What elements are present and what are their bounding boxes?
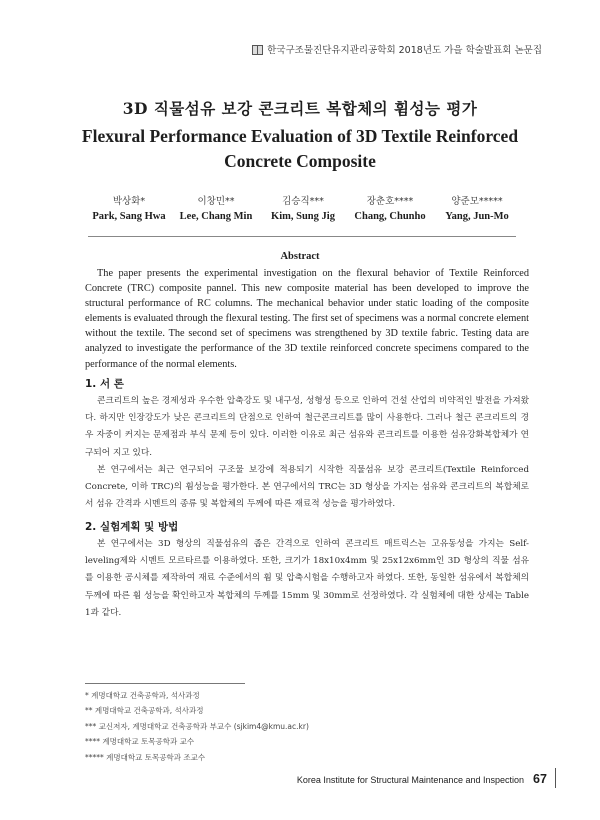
author (436, 193, 518, 222)
author-name-korean: 양준모***** (451, 196, 503, 207)
title-korean: 3D 직물섬유 보강 콘크리트 복합체의 휨성능 평가 (122, 99, 478, 118)
paragraph: 콘크리트의 높은 경제성과 우수한 압축강도 및 내구성, 성형성 등으로 인하여 건설 산업의 비약적인 발전을 가져왔다. 하지만 인장강도가 낮은 콘크리트의 단점으로 인하여 철근콘크리트를 많이 사용한다. 그러나 철근 콘크리트의 경우 자중이 커지는 문제점과 부식 문제 등이 있다. 이러한 이유로 최근 섬유와 콘크리트를 이용한 섬유강화복합체가 연구되어 지고 있다. (85, 396, 529, 458)
author-name-english: Kim, Sung Jig (271, 211, 335, 222)
page-number: 67 (533, 772, 547, 786)
footnote: ** 계명대학교 건축공학과, 석사과정 (85, 706, 204, 716)
journal-name: 한국구조물진단유지관리공학회 2018년도 가을 학술발표회 논문집 (267, 45, 542, 56)
abstract-heading: Abstract (280, 251, 320, 262)
footnotes (85, 688, 415, 765)
author (262, 193, 344, 222)
author-name-english: Lee, Chang Min (179, 211, 253, 222)
author-name-english: Park, Sang Hwa (92, 211, 166, 222)
author-name-korean: 이창민** (197, 196, 235, 207)
author (175, 193, 257, 222)
paragraph: 본 연구에서는 3D 형상의 직물섬유의 좁은 간격으로 인하여 콘크리트 매트릭스는 고유동성을 가지는 Self-leveling제와 시멘트 모르타르를 이용하였다. 또한, 크기가 18x10x4mm 및 25x12x6mm인 3D 형상의 직물 섬유를 이용한 공시체를 제작하여 재료 수준에서의 휨 및 압축시험을 수행하고자 하였다. 또한, 동일한 섬유에서 복합체의 두께에 따른 휨 성능을 확인하고자 복합체의 두께를 15mm 및 30mm로 선정하였다. 각 실험체에 대한 상세는 Table 1과 같다. (85, 539, 529, 618)
footnote: ***** 계명대학교 토목공학과 조교수 (85, 752, 206, 762)
title-english: Flexural Performance Evaluation of 3D Textile Reinforced Concrete Composite (81, 126, 519, 171)
book-icon (252, 44, 263, 54)
author-name-english: Chang, Chunho (354, 211, 426, 222)
section-body-introduction (85, 393, 529, 513)
running-footer: Korea Institute for Structural Maintenance and Inspection (296, 775, 524, 785)
author-name-korean: 장춘호**** (366, 196, 414, 207)
author-name-english: Yang, Jun-Mo (445, 211, 509, 222)
author-divider (88, 236, 516, 237)
footnote: * 계명대학교 건축공학과, 석사과정 (85, 691, 200, 700)
author-name-korean: 박상화* (112, 196, 146, 207)
author (88, 193, 170, 222)
footer-bar (555, 768, 556, 788)
footnote-divider (85, 683, 245, 684)
running-header (252, 42, 542, 56)
author-list (88, 193, 518, 222)
author (349, 193, 431, 222)
abstract-text: The paper presents the experimental investigation on the flexural behavior of Textile Reinforced Concrete (TRC) composite pannel. This new composite material has been developed to improve the structural performance of RC columns. The mechanical behavior under static loading of the composite elements is evaluated through the flexural testing. The first set of specimens was a normal concrete element without the textile. The second set of specimens was strengthened by 3D textile fabric. Testing data are analyzed to investigate the performance of the 3D textile reinforced concrete specimens compared to the performance of the normal elements. (85, 268, 529, 370)
author-name-korean: 김승직*** (282, 196, 324, 207)
paragraph: 본 연구에서는 최근 연구되어 구조물 보강에 적용되기 시작한 직물섬유 보강 콘크리트(Textile Reinforced Concrete, 이하 TRC)의 휨성능을 평가한다. 본 연구에서의 TRC는 3D 형상을 가지는 섬유와 콘크리트의 복합체로서 섬유 간격과 시멘트의 종류 및 복합체의 두께에 따른 재료적 성능을 평가하였다. (85, 464, 529, 510)
section-body-methods (85, 536, 529, 622)
section-heading-introduction: 1. 서 론 (85, 378, 124, 390)
section-heading-methods: 2. 실험계획 및 방법 (85, 521, 179, 533)
footnote: **** 계명대학교 토목공학과 교수 (85, 737, 195, 747)
footnote: *** 교신저자, 계명대학교 건축공학과 부교수 (sjkim4@kmu.ac.kr) (85, 721, 309, 731)
